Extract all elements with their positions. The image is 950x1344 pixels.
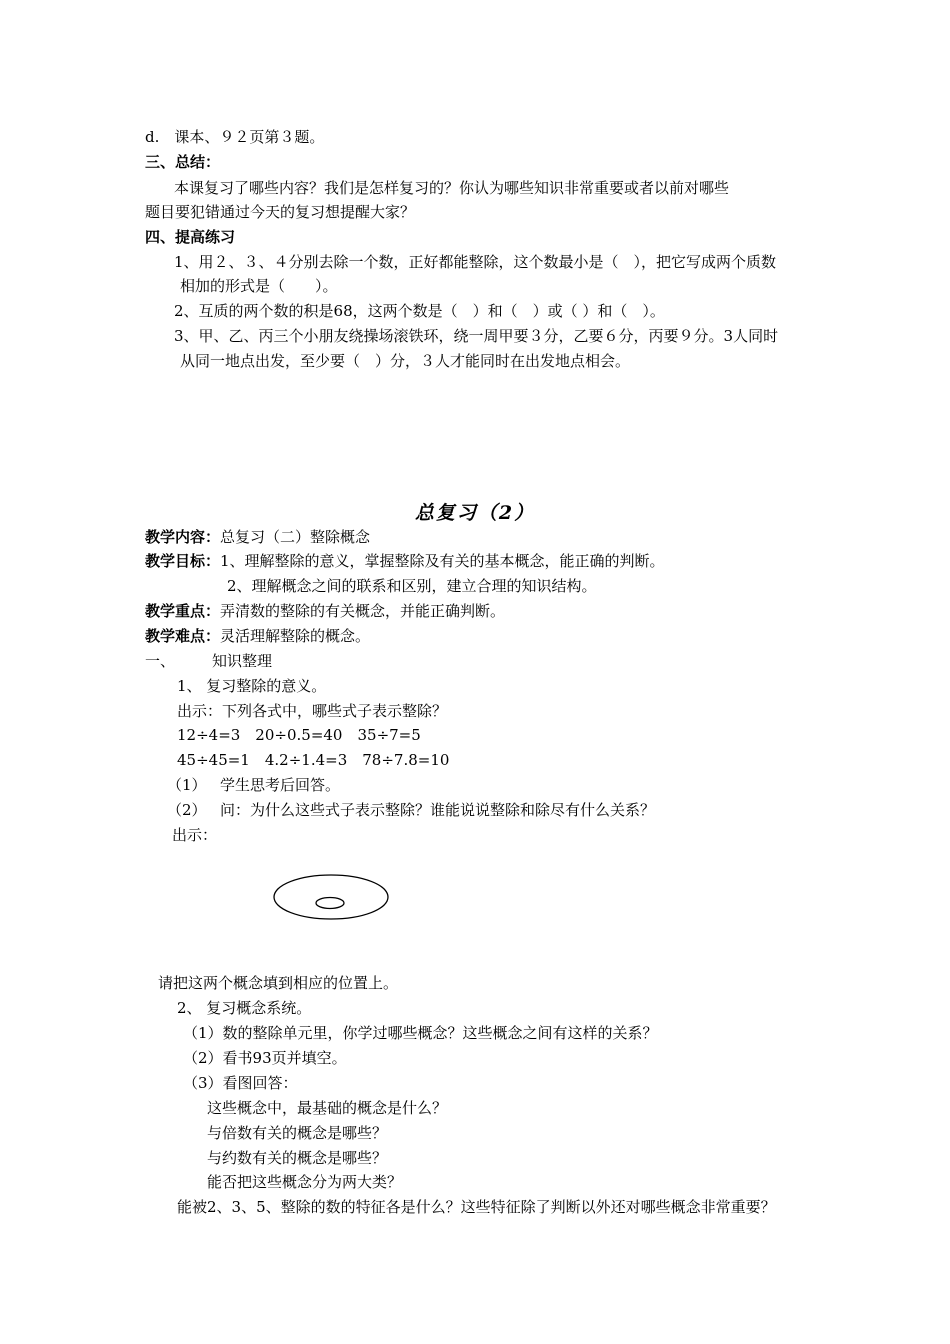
sub-question-3: （3）看图回答： — [183, 1074, 298, 1092]
question-3-line2: 从同一地点出发，至少要（ ）分，３人才能同时在出发地点相会。 — [180, 352, 631, 370]
equations-row-1: 12÷4=3 20÷0.5=40 35÷7=5 — [177, 726, 421, 744]
question-a: 这些概念中，最基础的概念是什么？ — [207, 1099, 448, 1117]
teaching-goal-2: 2、理解概念之间的联系和区别，建立合理的知识结构。 — [227, 577, 597, 595]
section-1-title: 知识整理 — [212, 652, 273, 670]
question-3-line1: 3、甲、乙、丙三个小朋友绕操场滚铁环，绕一周甲要３分，乙要６分，丙要９分。3人同时 — [174, 327, 779, 345]
nested-ellipse-diagram — [270, 872, 392, 922]
lesson-title: 总复习（2） — [414, 502, 536, 524]
teaching-key-label: 教学重点： — [145, 602, 221, 620]
teaching-difficulty-label: 教学难点： — [145, 627, 221, 645]
subsection-2: 2、 复习概念系统。 — [177, 999, 312, 1017]
teaching-content-label: 教学内容： — [145, 528, 221, 546]
point-2-number: （2） — [167, 801, 207, 819]
final-question: 能被2、3、5、整除的数的特征各是什么？这些特征除了判断以外还对哪些概念非常重要？ — [177, 1198, 776, 1216]
teaching-key-text: 弄清数的整除的有关概念，并能正确判断。 — [220, 602, 506, 620]
question-d: 能否把这些概念分为两大类？ — [207, 1173, 403, 1191]
equations-row-2: 45÷45=1 4.2÷1.4=3 78÷7.8=10 — [177, 751, 450, 769]
point-2-text: 问：为什么这些式子表示整除？谁能说说整除和除尽有什么关系？ — [220, 801, 656, 819]
teaching-difficulty — [145, 626, 370, 646]
item-d: d. 课本、９２页第３题。 — [145, 128, 325, 146]
sub-question-2: （2）看书93页并填空。 — [183, 1049, 347, 1067]
section-3-text-line2: 题目要犯错通过今天的复习想提醒大家？ — [145, 203, 416, 221]
show-prompt: 出示：下列各式中，哪些式子表示整除？ — [177, 702, 448, 720]
teaching-goal-1: 1、理解整除的意义，掌握整除及有关的基本概念，能正确的判断。 — [220, 552, 665, 570]
teaching-content-text: 总复习（二）整除概念 — [220, 528, 371, 546]
teaching-content — [145, 527, 370, 547]
teaching-goal — [145, 551, 665, 571]
section-3-text-line1: 本课复习了哪些内容？我们是怎样复习的？你认为哪些知识非常重要或者以前对哪些 — [174, 179, 730, 197]
section-1-number: 一、 — [145, 652, 176, 670]
section-4-heading: 四、提高练习 — [145, 228, 236, 246]
question-c: 与约数有关的概念是哪些？ — [207, 1149, 388, 1167]
subsection-1: 1、 复习整除的意义。 — [177, 677, 327, 695]
question-1-line1: 1、用２、３、４分别去除一个数，正好都能整除，这个数最小是（ ），把它写成两个质数 — [174, 253, 777, 271]
teaching-goal-label: 教学目标： — [145, 552, 221, 570]
fill-in-instruction: 请把这两个概念填到相应的位置上。 — [158, 974, 399, 992]
teaching-difficulty-text: 灵活理解整除的概念。 — [220, 627, 371, 645]
question-2: 2、互质的两个数的积是68，这两个数是（ ）和（ ）或（ ）和（ ）。 — [174, 302, 665, 320]
point-1-number: （1） — [167, 776, 207, 794]
question-1-line2: 相加的形式是（ ）。 — [180, 277, 338, 295]
inner-ellipse — [316, 898, 344, 909]
point-1-text: 学生思考后回答。 — [220, 776, 341, 794]
teaching-key — [145, 601, 505, 621]
section-3-heading: 三、总结： — [145, 153, 221, 171]
question-b: 与倍数有关的概念是哪些？ — [207, 1124, 388, 1142]
show-label: 出示： — [172, 826, 218, 844]
sub-question-1: （1）数的整除单元里，你学过哪些概念？这些概念之间有这样的关系？ — [183, 1024, 658, 1042]
